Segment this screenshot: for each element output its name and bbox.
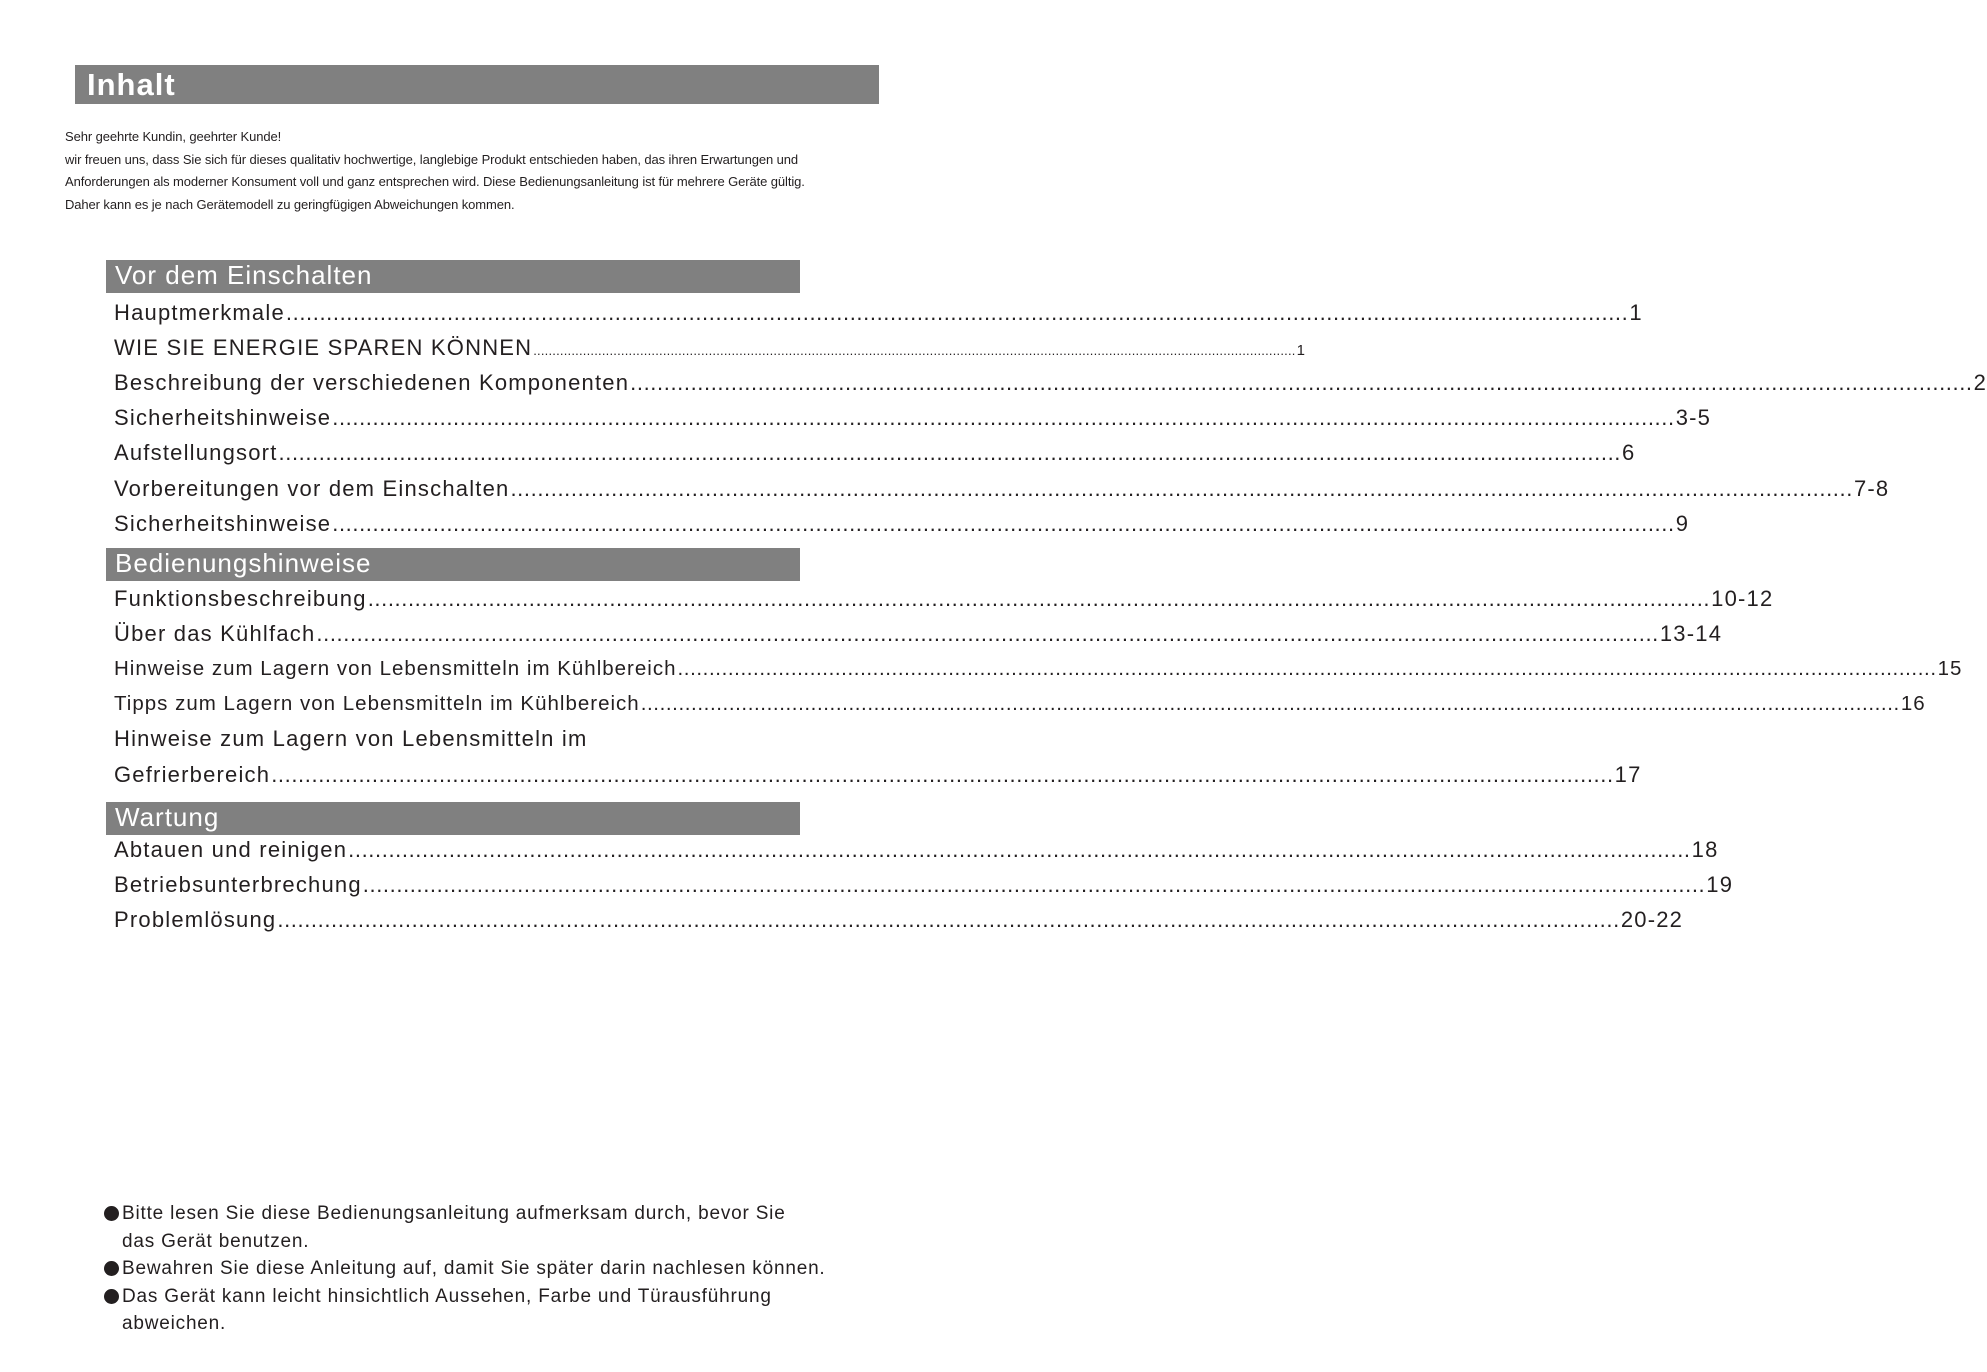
toc-dot-leader: ........................................................................................................................................................................................................: [367, 586, 1711, 611]
toc-dot-leader: ........................................................................................................................................................................................................: [332, 511, 1675, 536]
toc-entry-page: 6: [1622, 440, 1636, 465]
toc-dot-leader: ........................................................................................................................................................................................................: [332, 405, 1675, 430]
toc-entry[interactable]: [114, 364, 1987, 396]
bullet-icon: [104, 1261, 119, 1276]
toc-entry[interactable]: [114, 831, 1719, 863]
toc-entry-page: 7-8: [1853, 476, 1890, 501]
toc-dot-leader: ........................................................................................................................................................................................................: [277, 907, 1620, 932]
toc-entry[interactable]: [114, 685, 1926, 717]
toc-entry-label: Hauptmerkmale: [114, 300, 285, 325]
toc-entry[interactable]: [114, 434, 1636, 466]
toc-dot-leader: ........................................................................................................................................................................................................: [271, 762, 1614, 787]
intro-line: Daher kann es je nach Gerätemodell zu geringfügigen Abweichungen kommen.: [65, 196, 515, 212]
toc-entry-label: Aufstellungsort: [114, 440, 278, 465]
toc-entry-label: Über das Kühlfach: [114, 621, 316, 646]
toc-entry[interactable]: [114, 756, 1642, 788]
intro-text: [65, 126, 915, 216]
toc-entry-label: Sicherheitshinweise: [114, 511, 332, 536]
toc-entry-label: Gefrierbereich: [114, 762, 271, 787]
toc-section-header: Vor dem Einschalten: [106, 260, 800, 293]
toc-entry-label: Funktionsbeschreibung: [114, 586, 367, 611]
toc-entry-label: Beschreibung der verschiedenen Komponenten: [114, 370, 630, 395]
toc-dot-leader: ........................................................................................................................................................................................................: [348, 837, 1691, 862]
note-text: Bewahren Sie diese Anleitung auf, damit Sie später darin nachlesen können.: [122, 1258, 826, 1279]
toc-entry-label: Sicherheitshinweise: [114, 405, 332, 430]
bullet-icon: [104, 1206, 119, 1221]
intro-line: Anforderungen als moderner Konsument voll und ganz entsprechen wird. Diese Bedienungsanleitung ist für mehrere Geräte gültig.: [65, 174, 805, 189]
toc-entry-label: WIE SIE ENERGIE SPAREN KÖNNEN: [114, 335, 533, 360]
toc-dot-leader: ........................................................................................................................................................................................................: [285, 300, 1629, 325]
toc-entry[interactable]: [114, 615, 1723, 647]
toc-entry-page: 19: [1706, 872, 1734, 897]
toc-entry-page: 1: [1629, 300, 1643, 325]
toc-entry-page: 3-5: [1675, 405, 1712, 430]
note-item: [104, 1200, 904, 1255]
toc-dot-leader: ........................................................................................................................................................................................................: [316, 621, 1659, 646]
toc-dot-leader: ........................................................................................................................................................................................................: [362, 872, 1706, 897]
toc-entry-continued[interactable]: Hinweise zum Lagern von Lebensmitteln im: [114, 726, 588, 751]
toc-section-header: Bedienungshinweise: [106, 548, 800, 581]
toc-dot-leader: ........................................................................................................................................................................................................: [640, 692, 1900, 715]
toc-entry-page: 20-22: [1620, 907, 1684, 932]
toc-entry-page: 13-14: [1659, 621, 1723, 646]
note-item: [104, 1283, 904, 1338]
toc-entry-page: 16: [1900, 692, 1926, 715]
toc-dot-leader: ........................................................................................................................................................................................................: [533, 343, 1296, 358]
toc-entry[interactable]: [114, 580, 1774, 612]
toc-entry[interactable]: [114, 866, 1734, 898]
page-title: Inhalt: [75, 65, 879, 104]
toc-entry[interactable]: [114, 901, 1684, 933]
note-text: Das Gerät kann leicht hinsichtlich Aussehen, Farbe und Türausführung abweichen.: [122, 1285, 772, 1334]
toc-entry-page: 15: [1937, 657, 1963, 680]
toc-entry[interactable]: [114, 329, 1307, 361]
toc-entry-label: Vorbereitungen vor dem Einschalten: [114, 476, 510, 501]
intro-line: wir freuen uns, dass Sie sich für dieses qualitativ hochwertige, langlebige Produkt entschieden haben, das ihren Erwartungen und: [65, 151, 798, 167]
toc-entry-page: 1: [1296, 342, 1307, 359]
intro-line: Sehr geehrte Kundin, geehrter Kunde!: [65, 129, 282, 144]
toc-entry[interactable]: [114, 650, 1963, 682]
toc-entry-page: 2: [1973, 370, 1987, 395]
toc-entry-label: Abtauen und reinigen: [114, 837, 348, 862]
bullet-icon: [104, 1289, 119, 1304]
toc-dot-leader: ........................................................................................................................................................................................................: [510, 476, 1853, 501]
toc-entry[interactable]: [114, 470, 1890, 502]
toc-entry[interactable]: [114, 399, 1712, 431]
toc-entry-page: 10-12: [1711, 586, 1774, 611]
toc-entry-page: 18: [1691, 837, 1719, 862]
toc-entry-label: Hinweise zum Lagern von Lebensmitteln im Kühlbereich: [114, 657, 677, 680]
toc-entry-label: Betriebsunterbrechung: [114, 872, 362, 897]
toc-dot-leader: ........................................................................................................................................................................................................: [278, 440, 1621, 465]
toc-entry[interactable]: [114, 505, 1690, 537]
toc-dot-leader: ........................................................................................................................................................................................................: [677, 657, 1937, 680]
notes-list: [104, 1200, 904, 1338]
note-text: Bitte lesen Sie diese Bedienungsanleitung aufmerksam durch, bevor Sie das Gerät benutzen.: [122, 1203, 786, 1252]
toc-entry-label: Tipps zum Lagern von Lebensmitteln im Kühlbereich: [114, 692, 640, 715]
note-item: [104, 1255, 904, 1283]
toc-entry-page: 9: [1675, 511, 1690, 536]
toc-entry[interactable]: [114, 294, 1643, 326]
toc-entry-page: 17: [1614, 762, 1642, 787]
toc-dot-leader: ........................................................................................................................................................................................................: [630, 370, 1973, 395]
toc-section-header: Wartung: [106, 802, 800, 835]
toc-entry-label: Problemlösung: [114, 907, 277, 932]
